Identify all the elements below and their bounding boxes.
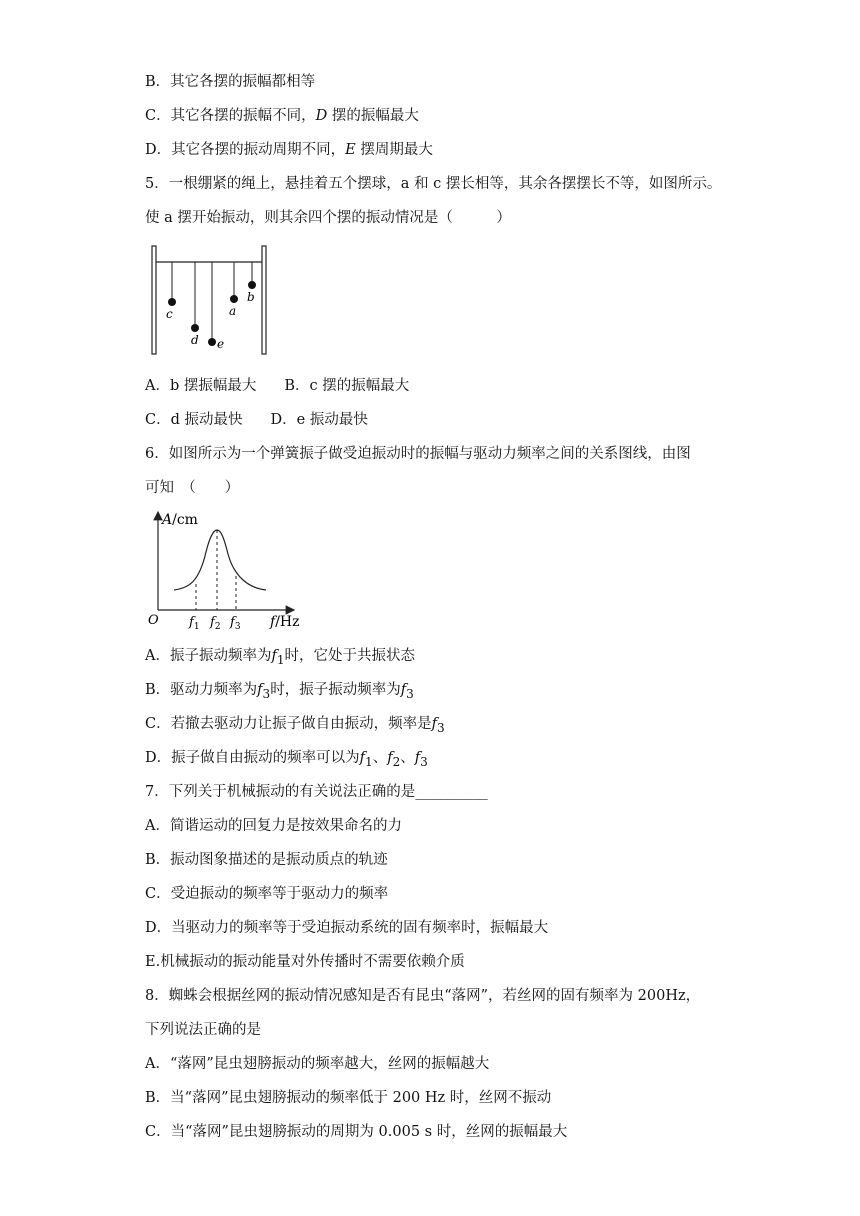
resonance-curve-figure <box>144 506 314 634</box>
q5-options-cd: C．d 振动最快 D．e 振动最快 <box>145 412 368 428</box>
q6-stem-2: 可知 （ ） <box>145 480 240 496</box>
x-axis-label: f/Hz <box>270 614 300 630</box>
pendulum-label-e: e <box>217 337 225 351</box>
pendulum-label-b: b <box>247 290 255 304</box>
q5-options-ab: A．b 摆振幅最大 B．c 摆的振幅最大 <box>145 378 410 394</box>
q6-option-d: D．振子做自由振动的频率可以为$f_1$、$f_2$、$f_3$ <box>145 750 428 769</box>
q8-option-b: B．当“落网”昆虫翅膀振动的频率低于 200 Hz 时，丝网不振动 <box>145 1090 552 1106</box>
q6-stem-1: 6．如图所示为一个弹簧振子做受迫振动时的振幅与驱动力频率之间的关系图线，由图 <box>145 446 691 462</box>
q4-option-b: B．其它各摆的振幅都相等 <box>145 74 316 90</box>
pendulum-figure <box>150 244 270 356</box>
q7-option-d: D．当驱动力的频率等于受迫振动系统的固有频率时，振幅最大 <box>145 920 549 936</box>
pendulum-label-a: a <box>229 304 237 318</box>
q7-option-a: A．简谐运动的回复力是按效果命名的力 <box>145 818 402 834</box>
pendulum-label-d: d <box>191 333 199 347</box>
q8-stem-2: 下列说法正确的是 <box>145 1022 261 1038</box>
q8-option-a: A．“落网”昆虫翅膀振动的频率越大，丝网的振幅越大 <box>145 1056 490 1072</box>
q8-stem-1: 8．蜘蛛会根据丝网的振动情况感知是否有昆虫“落网”，若丝网的固有频率为 200Hz， <box>145 988 701 1004</box>
q6-option-b: B．驱动力频率为$f_3$时，振子振动频率为$f_3$ <box>145 682 414 701</box>
q7-option-c: C．受迫振动的频率等于驱动力的频率 <box>145 886 389 902</box>
q5-stem-2: 使 a 摆开始振动，则其余四个摆的振动情况是（ ） <box>145 210 511 226</box>
q5-stem-1: 5．一根绷紧的绳上，悬挂着五个摆球，a 和 c 摆长相等，其余各摆摆长不等，如图所示。 <box>145 176 722 192</box>
q7-option-b: B．振动图象描述的是振动质点的轨迹 <box>145 852 388 868</box>
origin-label: O <box>148 613 159 628</box>
q4-option-d: D．其它各摆的振动周期不同，E 摆周期最大 <box>145 142 433 158</box>
q6-option-c: C．若撤去驱动力让振子做自由振动，频率是$f_3$ <box>145 716 445 735</box>
q6-option-a: A．振子振动频率为$f_1$时，它处于共振状态 <box>145 648 416 667</box>
q4-option-c: C．其它各摆的振幅不同，D 摆的振幅最大 <box>145 108 419 124</box>
resonance-curve <box>174 530 266 590</box>
q8-option-c: C．当“落网”昆虫翅膀振动的周期为 0.005 s 时，丝网的振幅最大 <box>145 1124 568 1140</box>
q7-stem: 7．下列关于机械振动的有关说法正确的是__________ <box>145 784 488 800</box>
tick-label-f1: $f_1$ <box>189 615 200 632</box>
tick-label-f3: $f_3$ <box>230 615 241 632</box>
q7-option-e: E.机械振动的振动能量对外传播时不需要依赖介质 <box>145 954 465 970</box>
pendulum-label-c: c <box>166 307 173 321</box>
y-axis-label: A/cm <box>162 512 198 528</box>
tick-label-f2: $f_2$ <box>210 615 221 632</box>
